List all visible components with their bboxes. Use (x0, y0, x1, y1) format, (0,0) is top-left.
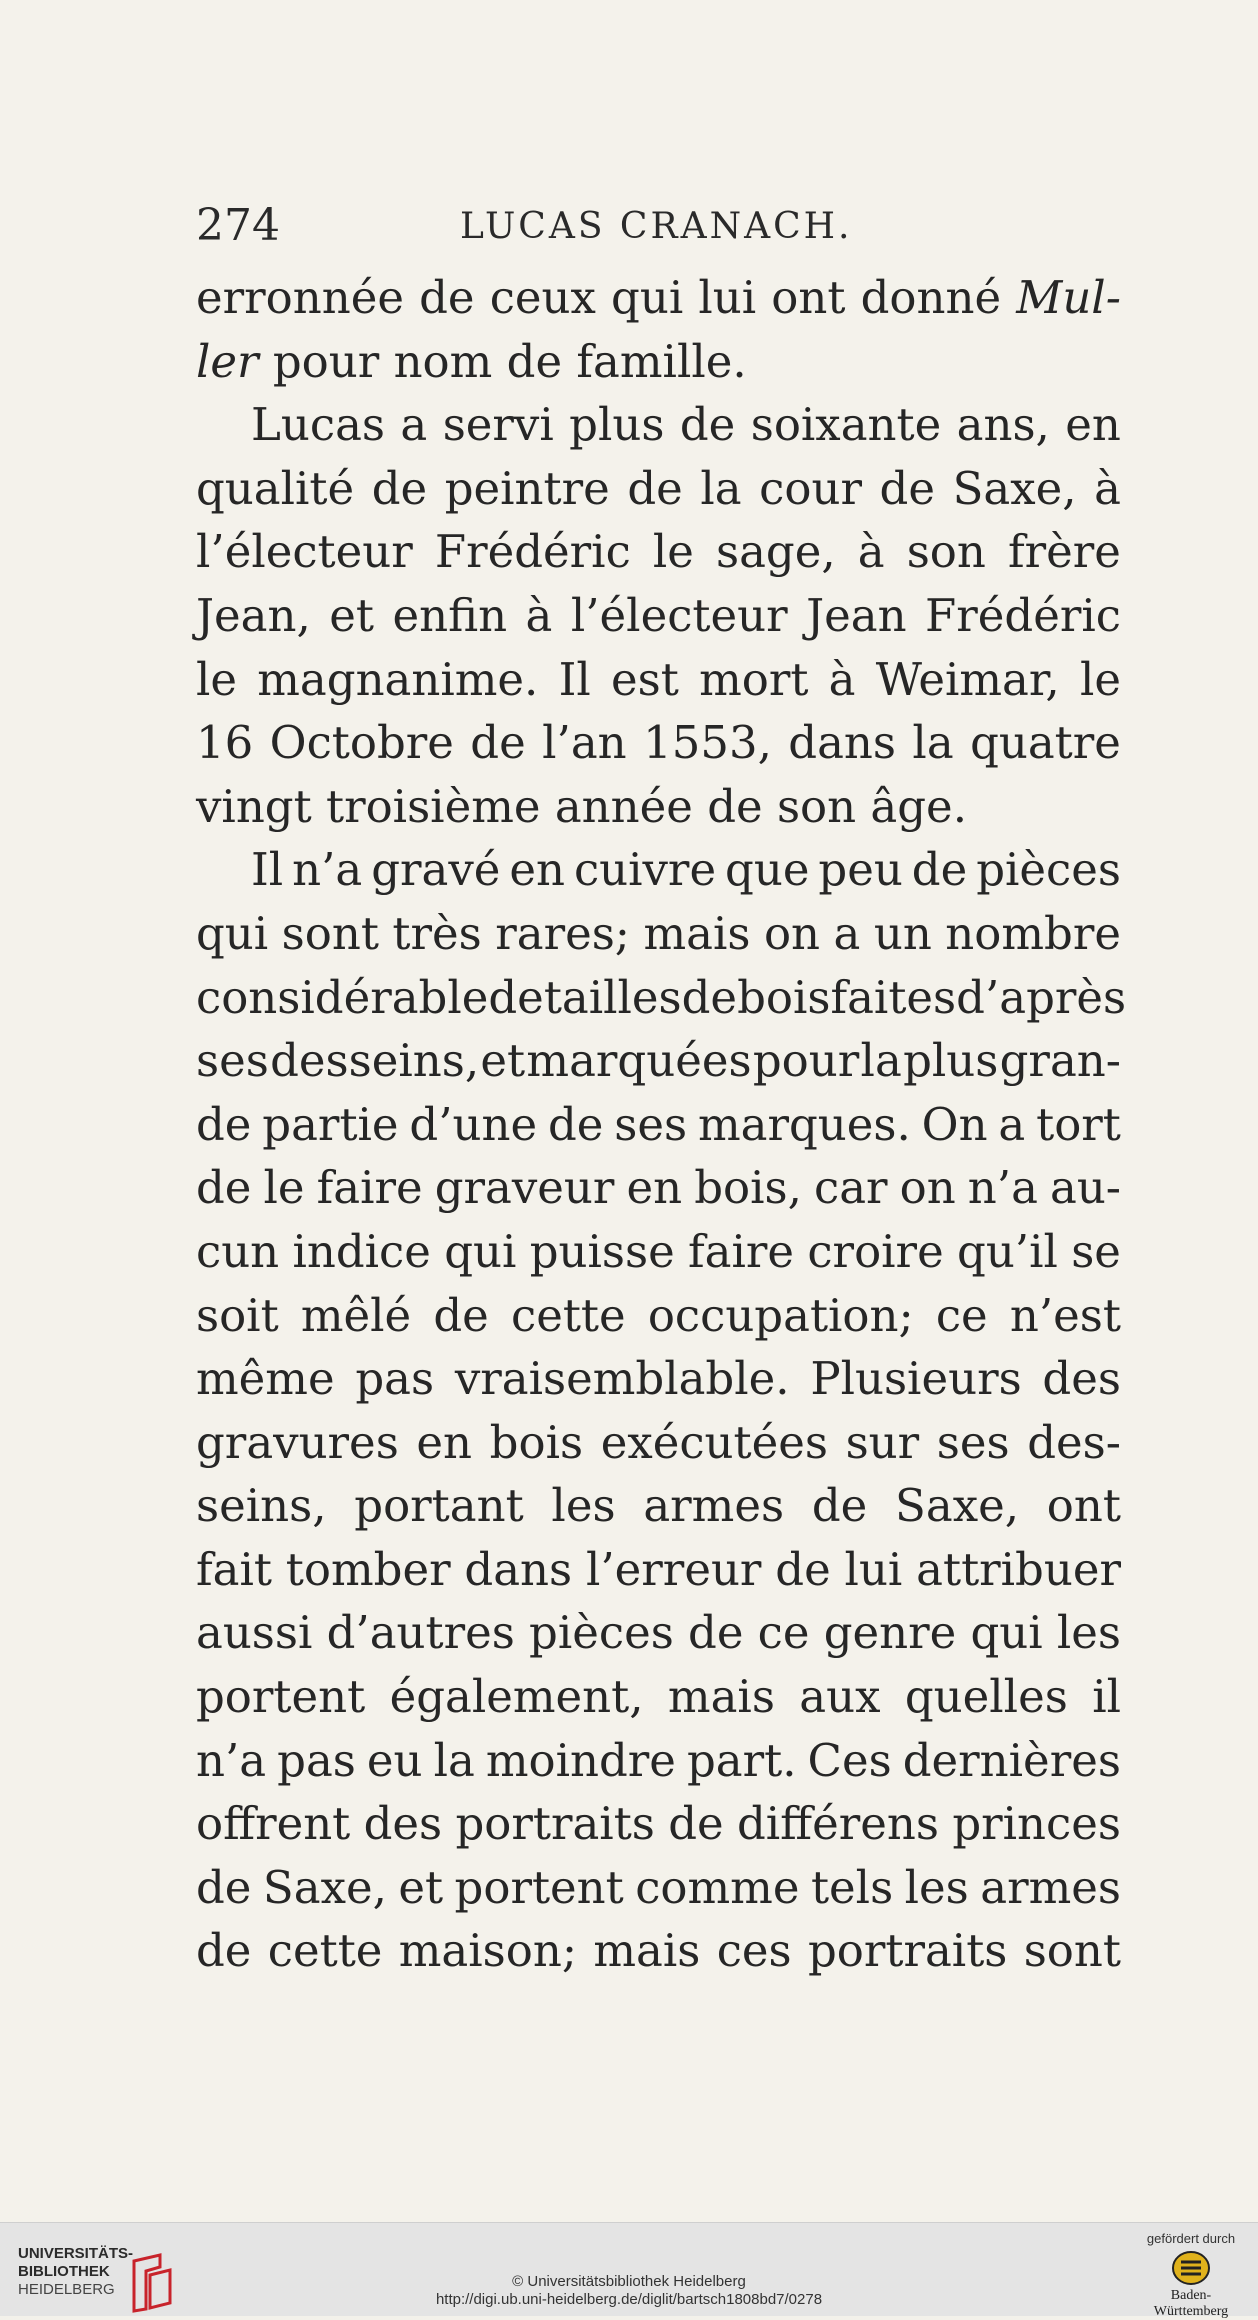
word: aux (799, 1670, 881, 1724)
word: sont (1023, 1924, 1121, 1978)
word: faire (688, 1224, 795, 1278)
word: comme (635, 1860, 800, 1914)
word: a (998, 1097, 1026, 1151)
word: d’une (409, 1097, 538, 1151)
word: croire (807, 1224, 944, 1278)
word: l’an (542, 716, 627, 770)
library-name-line-1: UNIVERSITÄTS- (18, 2245, 134, 2262)
text-line (196, 1029, 1121, 1093)
word: l’erreur (585, 1542, 762, 1596)
word: troisième (326, 779, 541, 833)
word: ses (614, 1097, 688, 1151)
word: sont (281, 906, 379, 960)
word: même (196, 1352, 335, 1406)
word: lui (844, 1542, 903, 1596)
copyright-text: © Universitätsbibliothek Heidelberg (512, 2273, 746, 2290)
word: il (1092, 1670, 1121, 1724)
word: Octobre (269, 716, 454, 770)
word: magnanime. (257, 652, 539, 706)
word: Ces (807, 1733, 892, 1787)
word: bois (489, 1415, 584, 1469)
word: ont (1046, 1479, 1121, 1533)
word: dans (464, 1542, 573, 1596)
word: à (1094, 461, 1121, 515)
word: de (196, 1924, 252, 1978)
word: de (196, 1161, 252, 1215)
word: de (775, 1542, 831, 1596)
word: graveur (434, 1161, 615, 1215)
word: Lucas (251, 398, 385, 452)
word: Mul- (1016, 271, 1121, 324)
word: quatre (970, 716, 1121, 770)
word: seins, (196, 1479, 327, 1533)
text-line (196, 584, 1121, 648)
word: bois (737, 970, 831, 1024)
word: indice (292, 1224, 431, 1278)
word: portraits (807, 1924, 1008, 1978)
word: ceux (489, 271, 596, 324)
word: et (398, 1860, 444, 1914)
word: âge. (870, 779, 967, 833)
text-line (196, 393, 1121, 457)
library-name-line-2: BIBLIOTHEK (18, 2263, 110, 2280)
word: Frédéric (434, 525, 631, 579)
word: a (400, 398, 428, 452)
text-line (196, 1919, 1121, 1983)
word: pièces (976, 843, 1121, 897)
word: le (196, 652, 238, 706)
word: à (525, 588, 553, 642)
word: des- (1027, 1415, 1121, 1469)
word: eu (366, 1733, 423, 1787)
word: 16 (196, 716, 254, 770)
word: on (899, 1161, 956, 1215)
word: cour (759, 461, 862, 515)
funder-name: Baden-Württemberg (1153, 2288, 1229, 2319)
word: année (554, 779, 693, 833)
word: son (906, 525, 986, 579)
word: de (811, 1479, 868, 1533)
word: puisse (529, 1224, 675, 1278)
word: l’électeur (196, 525, 413, 579)
word: le (652, 525, 694, 579)
word: qui (196, 906, 269, 960)
word: On (921, 1097, 988, 1151)
word: mort (699, 652, 809, 706)
baden-wuerttemberg-emblem-icon (1171, 2250, 1211, 2286)
text-line (196, 838, 1121, 902)
word: soixante (750, 398, 942, 452)
word: Jean (806, 588, 907, 642)
text-line (196, 1220, 1121, 1284)
word: différens (736, 1797, 939, 1851)
word: de (419, 271, 475, 324)
text-line (196, 648, 1121, 712)
body-text (196, 266, 1127, 1983)
word: Il (558, 652, 591, 706)
word: également, (389, 1670, 644, 1724)
text-line (196, 457, 1121, 521)
word: en (626, 1161, 683, 1215)
word: pas (355, 1352, 435, 1406)
word: genre (823, 1606, 957, 1660)
word: de (707, 779, 763, 833)
word: Jean, (196, 588, 311, 642)
text-line (196, 966, 1127, 1030)
text-line (196, 711, 1121, 775)
footer-bar (0, 2222, 1258, 2319)
word: portent (454, 1860, 624, 1914)
word: ces (716, 1924, 792, 1978)
word: on (763, 906, 821, 960)
word: Weimar, (875, 652, 1060, 706)
word: de (679, 398, 736, 452)
word: vingt (196, 779, 312, 833)
word: cun (196, 1224, 280, 1278)
word: portent (196, 1670, 366, 1724)
word: Saxe, (952, 461, 1077, 515)
word: en (1065, 398, 1121, 452)
word: nombre (945, 906, 1121, 960)
word: son (776, 779, 857, 833)
word: d’autres (326, 1606, 515, 1660)
word: armes (643, 1479, 785, 1533)
word: n’a (967, 1161, 1038, 1215)
word: n’est (1009, 1288, 1121, 1342)
word: servi (442, 398, 554, 452)
word: n’a (292, 843, 363, 897)
word: mais (667, 1670, 775, 1724)
word: gravures (196, 1415, 399, 1469)
word: mêlé (300, 1288, 412, 1342)
word: a (833, 906, 861, 960)
word: et (329, 588, 374, 642)
text-line (196, 1538, 1121, 1602)
word: le (1079, 652, 1121, 706)
word: que (725, 843, 810, 897)
word: un (873, 906, 932, 960)
word: des (363, 1797, 443, 1851)
word: est (611, 652, 679, 706)
page-number: 274 (196, 200, 280, 251)
word: de (668, 1797, 724, 1851)
word: attribuer (916, 1542, 1121, 1596)
word: très (392, 906, 482, 960)
text-line (196, 1284, 1121, 1348)
word: enfin (392, 588, 508, 642)
word: les (904, 1860, 969, 1914)
word: occupation; (647, 1288, 914, 1342)
word: tels (810, 1860, 894, 1914)
word: mais (593, 1924, 701, 1978)
text-line (196, 1665, 1121, 1729)
word: quelles (904, 1670, 1068, 1724)
word: maison; (398, 1924, 577, 1978)
word: pour (272, 334, 380, 388)
word: pièces (529, 1606, 674, 1660)
word: n’a (196, 1733, 267, 1787)
text-line (196, 1474, 1121, 1538)
word: qui (611, 271, 684, 324)
word: exécutées (600, 1415, 828, 1469)
word: de (470, 716, 526, 770)
word: pas (277, 1733, 356, 1787)
word: de (911, 843, 968, 897)
word: en (416, 1415, 473, 1469)
word: des (1042, 1352, 1121, 1406)
word: ce (757, 1606, 810, 1660)
word: rares; (495, 906, 630, 960)
word: fait (196, 1542, 272, 1596)
word: erronnée (196, 271, 404, 324)
word: 1553, (643, 716, 772, 770)
word: au- (1049, 1161, 1121, 1215)
text-line (196, 330, 1121, 394)
word: à (828, 652, 856, 706)
text-line (196, 1856, 1121, 1920)
word: de (627, 461, 683, 515)
word: offrent (196, 1797, 351, 1851)
word: dans (788, 716, 897, 770)
word: nom (393, 334, 493, 388)
funder-block (1136, 2231, 1246, 2320)
word: Frédéric (925, 588, 1121, 642)
word: ses (196, 1034, 269, 1088)
word: de (371, 461, 428, 515)
word: de (196, 1097, 252, 1151)
word: peintre (444, 461, 610, 515)
word: l’électeur (570, 588, 788, 642)
word: tort (1036, 1097, 1121, 1151)
word: tomber (285, 1542, 451, 1596)
word: gravé (371, 843, 501, 897)
word: ses (936, 1415, 1010, 1469)
word: cuivre (573, 843, 717, 897)
word: de (506, 334, 563, 388)
word: Saxe, (895, 1479, 1020, 1533)
word: donné (860, 271, 1002, 324)
word: famille. (576, 334, 747, 388)
word: tailles (543, 970, 682, 1024)
word: lui (698, 271, 757, 324)
word: car (814, 1161, 888, 1215)
word: pour (752, 1034, 860, 1088)
word: moindre (485, 1733, 676, 1787)
word: Plusieurs (810, 1352, 1022, 1406)
word: cette (267, 1924, 383, 1978)
word: faites (830, 970, 957, 1024)
word: la (433, 1733, 475, 1787)
word: gran- (999, 1034, 1121, 1088)
text-line (196, 1347, 1121, 1411)
word: qui (444, 1224, 517, 1278)
word: bois, (694, 1161, 802, 1215)
text-line (196, 1792, 1121, 1856)
word: les (551, 1479, 616, 1533)
word: de (433, 1288, 489, 1342)
word: la (912, 716, 954, 770)
word: desseins, (270, 1034, 480, 1088)
word: Il (251, 843, 284, 897)
word: de (681, 970, 738, 1024)
word: armes (980, 1860, 1121, 1914)
word: qui (970, 1606, 1043, 1660)
word: dernières (902, 1733, 1121, 1787)
word: les (1056, 1606, 1121, 1660)
word: de (196, 1860, 252, 1914)
word: se (1071, 1224, 1121, 1278)
word: frère (1007, 525, 1121, 579)
word: marquées (526, 1034, 752, 1088)
word: soit (196, 1288, 279, 1342)
word: de (488, 970, 544, 1024)
word: plus (903, 1034, 999, 1088)
word: faire (316, 1161, 423, 1215)
library-name-line-3: HEIDELBERG (18, 2281, 115, 2298)
text-line (196, 1156, 1121, 1220)
word: plus (569, 398, 665, 452)
word: à (857, 525, 885, 579)
text-line (196, 1093, 1121, 1157)
word: ont (771, 271, 846, 324)
word: ce (935, 1288, 988, 1342)
word: portant (354, 1479, 524, 1533)
word: de (548, 1097, 604, 1151)
copyright-block (0, 2273, 1258, 2309)
word: considérable (196, 970, 489, 1024)
word: la (860, 1034, 902, 1088)
word: de (688, 1606, 744, 1660)
word: Saxe, (262, 1860, 387, 1914)
word: qu’il (957, 1224, 1058, 1278)
word: portraits (455, 1797, 655, 1851)
word: princes (952, 1797, 1121, 1851)
word: et (480, 1034, 526, 1088)
word: le (263, 1161, 305, 1215)
text-line (196, 1411, 1121, 1475)
text-line (196, 1729, 1121, 1793)
word: sur (845, 1415, 920, 1469)
word: ans, (956, 398, 1050, 452)
word: partie (262, 1097, 399, 1151)
running-title: LUCAS CRANACH. (460, 206, 853, 247)
word: aussi (196, 1606, 313, 1660)
word: la (700, 461, 742, 515)
text-line (196, 266, 1121, 330)
word: d’après (956, 970, 1127, 1024)
word: sage, (716, 525, 836, 579)
word: mais (643, 906, 751, 960)
word: de (879, 461, 935, 515)
text-line (196, 775, 1121, 839)
word: qualité (196, 461, 355, 515)
text-line (196, 1601, 1121, 1665)
word: ler (196, 334, 259, 388)
page-header (196, 200, 1121, 260)
word: vraisemblable. (454, 1352, 790, 1406)
word: part. (686, 1733, 797, 1787)
word: marques. (697, 1097, 911, 1151)
text-line (196, 520, 1121, 584)
funder-label: gefördert durch (1146, 2231, 1236, 2246)
text-line (196, 902, 1121, 966)
word: peu (818, 843, 903, 897)
word: cette (511, 1288, 626, 1342)
permalink-url[interactable]: http://digi.ub.uni-heidelberg.de/diglit/bartsch1808bd7/0278 (435, 2291, 823, 2308)
word: en (509, 843, 565, 897)
